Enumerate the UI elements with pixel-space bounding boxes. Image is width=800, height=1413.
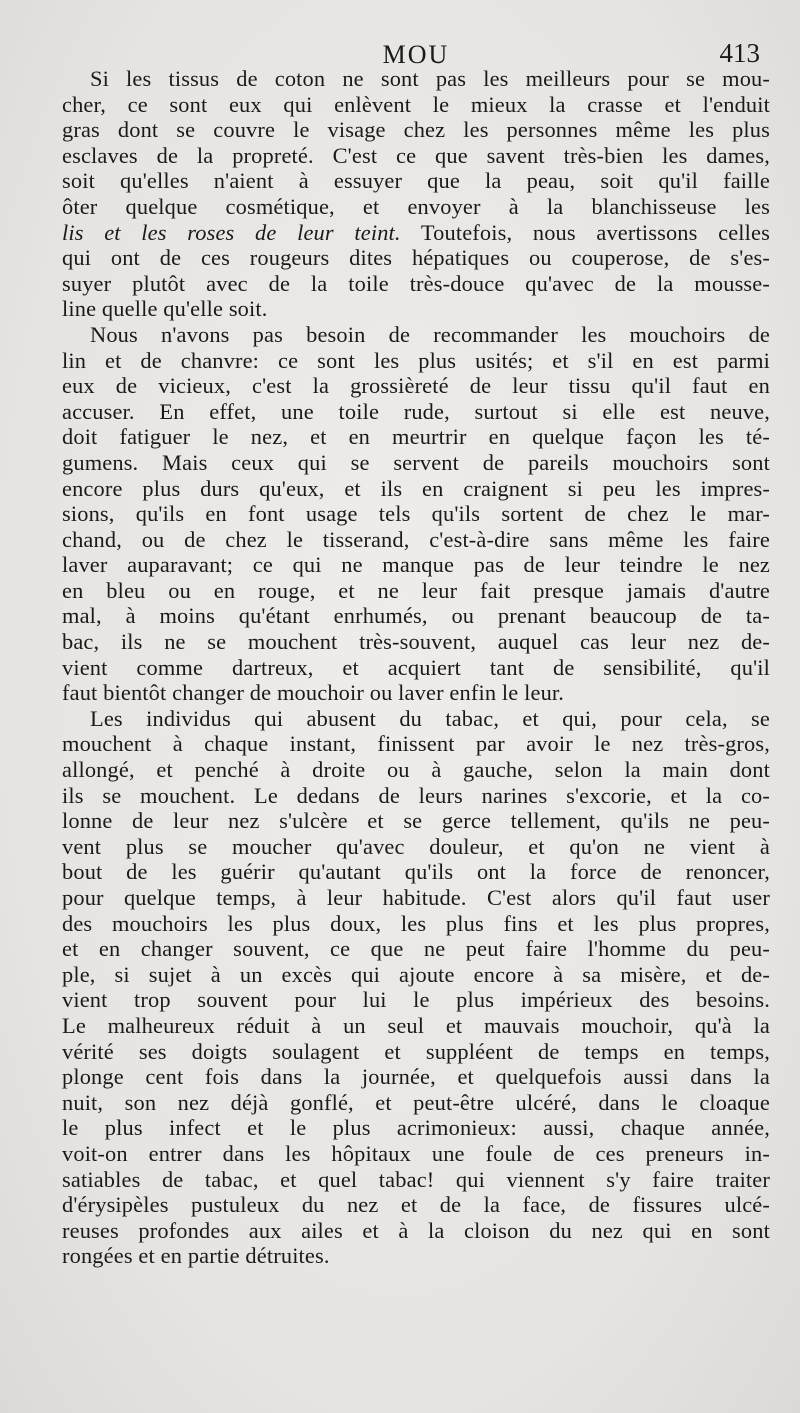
text-line: faut bientôt changer de mouchoir ou laver enfin le leur.: [62, 680, 565, 706]
text-line: laver auparavant; ce qui ne manque pas de leur teindre le nez: [62, 552, 770, 578]
text-line: rongées et en partie détruites.: [62, 1243, 330, 1269]
text-line: mouchent à chaque instant, finissent par avoir le nez très-gros,: [62, 731, 770, 757]
text-line: vient trop souvent pour lui le plus impérieux des besoins.: [62, 987, 770, 1013]
text-line: et en changer souvent, ce que ne peut faire l'homme du peu-: [62, 936, 770, 962]
text-line: voit-on entrer dans les hôpitaux une foule de ces preneurs in-: [62, 1140, 770, 1166]
text-line: vent plus se moucher qu'avec douleur, et qu'on ne vient à: [62, 833, 770, 859]
text-line: gras dont se couvre le visage chez les personnes même les plus: [62, 117, 770, 143]
text-line: plonge cent fois dans la journée, et quelquefois aussi dans la: [62, 1064, 770, 1090]
text-line: reuses profondes aux ailes et à la cloison du nez qui en sont: [62, 1217, 770, 1243]
text-line: soit qu'elles n'aient à essuyer que la peau, soit qu'il faille: [62, 168, 770, 194]
text-line: d'érysipèles pustuleux du nez et de la face, de fissures ulcé-: [62, 1192, 770, 1218]
text-line: ôter quelque cosmétique, et envoyer à la blanchisseuse les: [62, 193, 770, 219]
text-line: cher, ce sont eux qui enlèvent le mieux la crasse et l'enduit: [62, 91, 770, 117]
paragraph: [62, 322, 770, 706]
text-line: chand, ou de chez le tisserand, c'est-à-dire sans même les faire: [62, 526, 770, 552]
page-number: 413: [719, 38, 760, 68]
text-line: ple, si sujet à un excès qui ajoute encore à sa misère, et de-: [62, 961, 770, 987]
text-line: satiables de tabac, et quel tabac! qui viennent s'y faire traiter: [62, 1166, 770, 1192]
text-line: sions, qu'ils en font usage tels qu'ils sortent de chez le mar-: [62, 501, 770, 527]
text-line: des mouchoirs les plus doux, les plus fins et les plus propres,: [62, 910, 770, 936]
running-title: MOU: [382, 40, 450, 69]
text-line: eux de vicieux, c'est la grossièreté de leur tissu qu'il faut en: [62, 373, 770, 399]
text-line: qui ont de ces rougeurs dites hépatiques ou couperose, de s'es-: [62, 245, 770, 271]
body-text: [62, 66, 770, 1269]
text-line: en bleu ou en rouge, et ne leur fait presque jamais d'autre: [62, 577, 770, 603]
text-line: line quelle qu'elle soit.: [62, 296, 268, 322]
text-line: ils se mouchent. Le dedans de leurs narines s'excorie, et la co-: [62, 782, 770, 808]
text-line: lonne de leur nez s'ulcère et se gerce tellement, qu'ils ne peu-: [62, 808, 770, 834]
text-line: vient comme dartreux, et acquiert tant de sensibilité, qu'il: [62, 654, 770, 680]
text-line: vérité ses doigts soulagent et suppléent de temps en temps,: [62, 1038, 770, 1064]
text-line: Le malheureux réduit à un seul et mauvais mouchoir, qu'à la: [62, 1012, 770, 1038]
text-line: pour quelque temps, à leur habitude. C'est alors qu'il faut user: [62, 885, 770, 910]
text-line: accuser. En effet, une toile rude, surtout si elle est neuve,: [62, 398, 770, 424]
text-line: allongé, et penché à droite ou à gauche, selon la main dont: [62, 757, 770, 783]
running-head: [62, 0, 770, 69]
text-line: esclaves de la propreté. C'est ce que savent très-bien les dames,: [62, 142, 770, 168]
text-run: Toutefois, nous avertissons celles: [400, 219, 770, 245]
text-line: [62, 220, 770, 246]
text-line: le plus infect et le plus acrimonieux: aussi, chaque année,: [62, 1115, 770, 1141]
text-line: gumens. Mais ceux qui se servent de pareils mouchoirs sont: [62, 449, 770, 475]
italic-phrase: lis et les roses de leur teint.: [62, 219, 401, 245]
text-line: suyer plutôt avec de la toile très-douce qu'avec de la mousse-: [62, 270, 770, 296]
text-line: Si les tissus de coton ne sont pas les meilleurs pour se mou-: [90, 66, 770, 91]
text-line: mal, à moins qu'étant enrhumés, ou prenant beaucoup de ta-: [62, 603, 770, 629]
text-line: bac, ils ne se mouchent très-souvent, auquel cas leur nez de-: [62, 629, 770, 655]
text-line: encore plus durs qu'eux, et ils en craignent si peu les impres-: [62, 475, 770, 501]
text-line: Les individus qui abusent du tabac, et qui, pour cela, se: [90, 705, 770, 731]
paragraph: [62, 66, 770, 322]
text-line: lin et de chanvre: ce sont les plus usités; et s'il en est parmi: [62, 347, 770, 373]
text-line: nuit, son nez déjà gonflé, et peut-être ulcéré, dans le cloaque: [62, 1089, 770, 1115]
text-line: doit fatiguer le nez, et en meurtrir en quelque façon les té-: [62, 424, 770, 450]
text-line: bout de les guérir qu'autant qu'ils ont la force de renoncer,: [62, 859, 770, 885]
text-line: Nous n'avons pas besoin de recommander les mouchoirs de: [90, 321, 770, 347]
paragraph: [62, 706, 770, 1269]
